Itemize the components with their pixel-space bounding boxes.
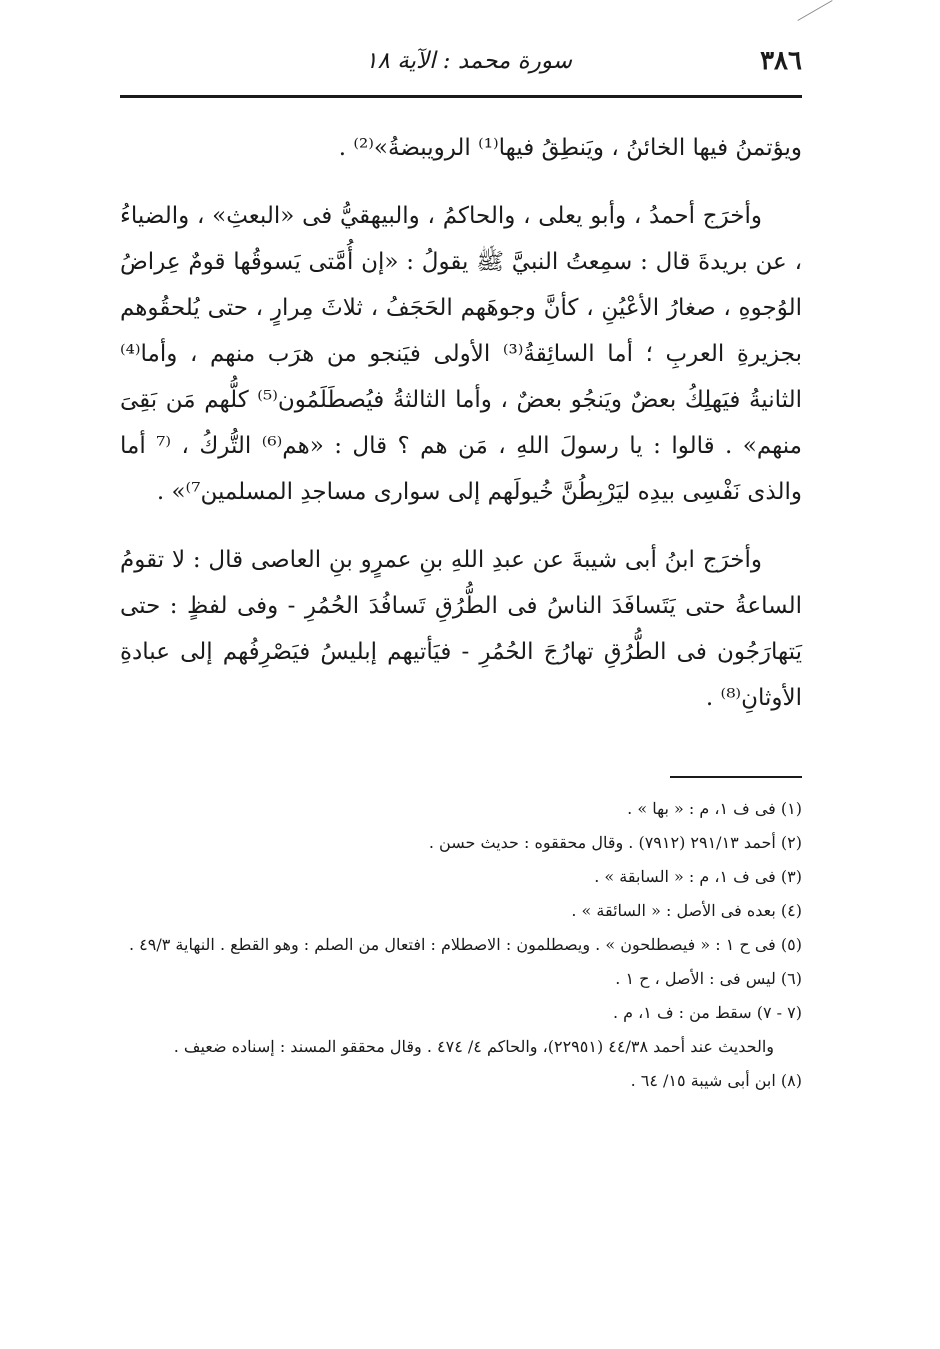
page-number: ٣٨٦ (760, 46, 802, 76)
footnote-7-continuation: والحديث عند أحمد ٤٤/٣٨ (٢٢٩٥١)، والحاكم ٤/ ٤٧٤ . وقال محققو المسند : إسناده ضعيف . (173, 1037, 774, 1056)
paragraph-2: وأخرَج أحمدُ ، وأبو يعلى ، والحاكمُ ، والبيهقيُّ فى «البعثِ» ، والضياءُ ، عن بريدةَ قال : سمِعتُ النبيَّ ﷺ يقولُ : «إن أُمَّتى يَسوقُها قومٌ عِراضُ الوُجوهِ ، صغارُ الأعْيُنِ ، كأنَّ وجوهَهم الحَجَفُ ، ثلاثَ مِرارٍ ، حتى يُلحقُوهم بجزيرةِ العربِ ؛ أما السائِقةُ⁽³⁾ الأولى فيَنجو من هرَب منهم ، وأما⁽⁴⁾ الثانيةُ فيَهلِكُ بعضٌ ويَنجُو بعضٌ ، وأما الثالثةُ فيُصطَلَمُون⁽⁵⁾ كلُّهم مَن بَقِىَ منهم» . قالوا : يا رسولَ اللهِ ، مَن هم ؟ قال : «هم⁽⁶⁾ التُّركُ ، ⁽⁷ أما والذى نَفْسِى بيدِه ليَرْبِطُنَّ خُيولَهم إلى سوارى مساجدِ المسلمين⁷⁾» . (120, 203, 803, 505)
page-header (120, 40, 802, 90)
scan-mark (797, 0, 832, 21)
footnotes-rule (670, 776, 802, 778)
footnote-6: (٦) ليس فى : الأصل ، ح ١ . (615, 969, 802, 988)
footnote-2: (٢) أحمد ٢٩١/١٣ (٧٩١٢) . وقال محققوه : حديث حسن . (428, 833, 802, 852)
footnotes (120, 792, 802, 1098)
main-text (120, 125, 802, 743)
paragraph-3: وأخرَج ابنُ أبى شيبةَ عن عبدِ اللهِ بنِ عمرٍو بنِ العاصى قال : لا تقومُ الساعةُ حتى يَتَسافَدَ الناسُ فى الطُّرُقِ تَسافُدَ الحُمُرِ - وفى لفظٍ : حتى يَتهارَجُون فى الطُّرُقِ تهارُجَ الحُمُرِ - فيَأتيهم إبليسُ فيَصْرِفُهم إلى عبادةِ الأوثانِ⁽⁸⁾ . (120, 547, 802, 711)
running-title: سورة محمد : الآية ١٨ (365, 48, 572, 74)
footnote-7: (٧ - ٧) سقط من : ف ١، م . (612, 1003, 802, 1022)
footnote-8: (٨) ابن أبى شيبة ١٥/ ٦٤ . (630, 1071, 802, 1090)
paragraph-1: ويؤتمنُ فيها الخائنُ ، ويَنطِقُ فيها⁽¹⁾ الرويبضةُ»⁽²⁾ . (338, 135, 802, 161)
header-rule (120, 95, 802, 98)
footnote-1: (١) فى ف ١، م : « بها » . (627, 799, 802, 818)
footnote-3: (٣) فى ف ١، م : « السابقة » . (594, 867, 802, 886)
footnote-4: (٤) بعده فى الأصل : « السائقة » . (571, 901, 802, 920)
footnote-5: (٥) فى ح ١ : « فيصطلحون » . ويصطلمون : الاصطلام : افتعال من الصلم : وهو القطع . النهاية ٤٩/٣ . (129, 935, 802, 954)
